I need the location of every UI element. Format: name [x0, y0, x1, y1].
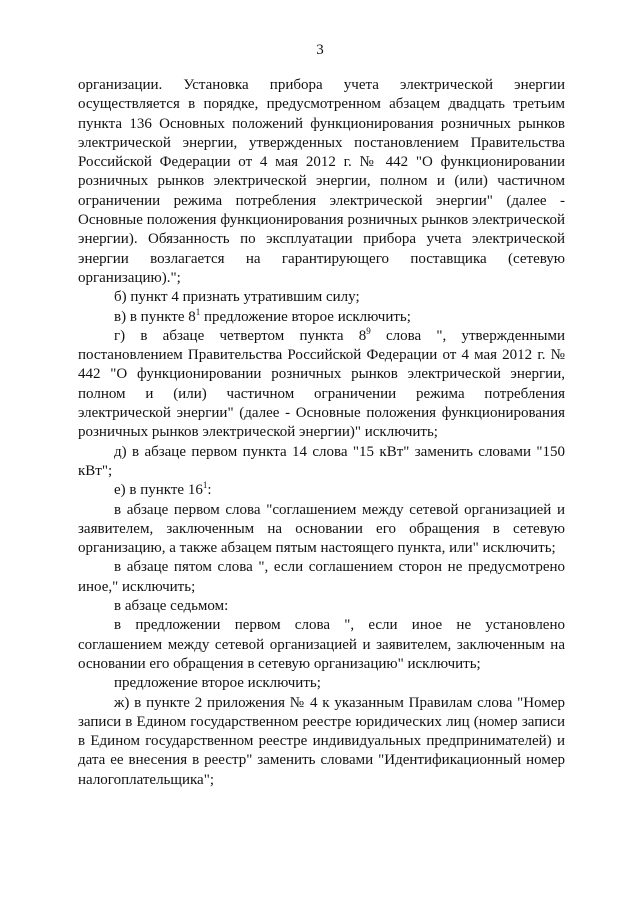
superscript-index: 1 — [202, 480, 208, 491]
paragraph-subitem: предложение второе исключить; — [114, 675, 321, 692]
paragraph-text: : — [207, 482, 212, 499]
paragraph-subitem: в абзаце пятом слова ", если соглашением сторон не предусмотрено иное," исключить; — [78, 559, 565, 595]
superscript-index: 1 — [195, 306, 201, 317]
paragraph-text: слова ", утвержденными постановлением Правительства Российской Федерации от 4 мая 2012 г. № 442 "О функционировании розничных рынков электрической энергии, полном и (или) частичном ограничении режима потребления электрической энергии" (далее - Основные положения функционирования розничных рынков электрической энергии)" исключить; — [78, 327, 566, 441]
paragraph-text: предложение второе исключить; — [200, 308, 411, 325]
paragraph-text: е) в пункте 16 — [114, 482, 203, 499]
paragraph-subitem: в предложении первом слова ", если иное не установлено соглашением между сетевой организацией и заявителем, заключенным на основании его обращения в сетевую организацию" исключить; — [78, 617, 565, 672]
paragraph-continuation: организации. Установка прибора учета электрической энергии осуществляется в порядке, предусмотренном абзацем двадцать третьим пункта 136 Основных положений функционирования розничных рынков электрической энергии, утвержденных постановлением Правительства Российской Федерации от 4 мая 2012 г. № 442 "О функционировании розничных рынков электрической энергии, полном и (или) частичном ограничении режима потребления электрической энергии" (далее - Основные положения функционирования розничных рынков электрической энергии). Обязанность по эксплуатации прибора учета электрической энергии возлагается на гарантирующего поставщика (сетевую организацию)."; — [78, 77, 565, 286]
page-number: 3 — [316, 42, 324, 58]
paragraph-text: г) в абзаце четвертом пункта 8 — [114, 327, 367, 344]
paragraph-subitem: в абзаце седьмом: — [114, 598, 229, 615]
paragraph-text: в) в пункте 8 — [114, 308, 196, 325]
paragraph-item-v — [78, 308, 565, 327]
paragraph-item-d: д) в абзаце первом пункта 14 слова "15 кВт" заменить словами "150 кВт"; — [78, 443, 565, 479]
paragraph-subitem: в абзаце первом слова "соглашением между сетевой организацией и заявителем, заключенным на основании его обращения в сетевую организацию, а также абзацем пятым настоящего пункта, или" исключить; — [78, 501, 565, 557]
paragraph-item-b: б) пункт 4 признать утратившим силу; — [114, 289, 360, 306]
paragraph-item-zh: ж) в пункте 2 приложения № 4 к указанным Правилам слова "Номер записи в Едином государственном реестре юридических лиц (номер записи в Едином государственном реестре индивидуальных предпринимателей) и дата ее внесения в реестр" заменить словами "Идентификационный номер налогоплательщика"; — [78, 694, 565, 788]
paragraph-item-e — [78, 481, 565, 500]
paragraph-item-g — [78, 327, 565, 443]
document-body — [78, 76, 565, 790]
superscript-index: 9 — [366, 325, 371, 336]
